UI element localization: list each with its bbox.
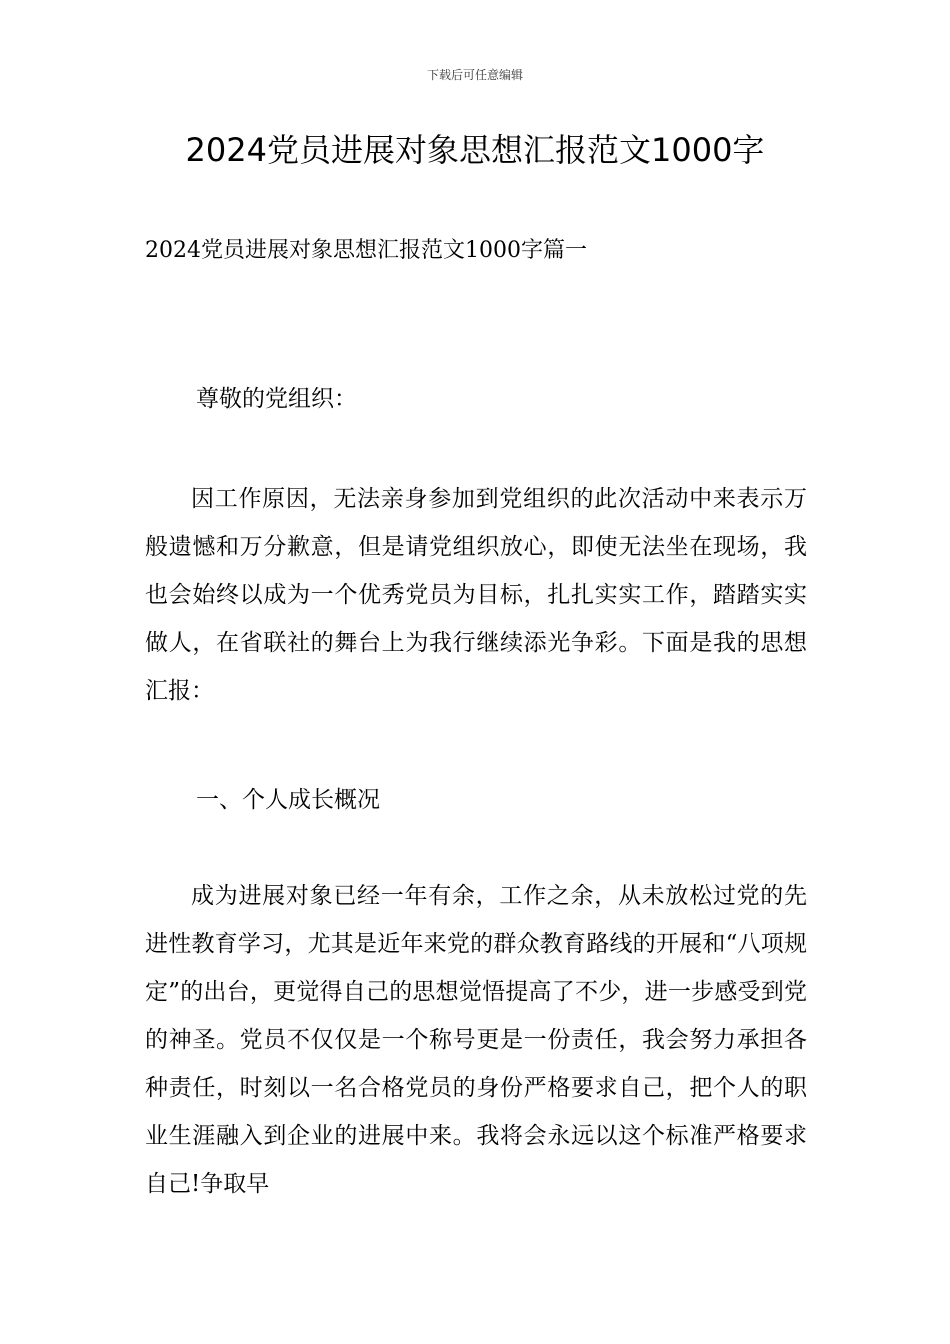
document-subtitle: 2024党员进展对象思想汇报范文1000字篇一 [145,238,587,263]
document-title: 2024党员进展对象思想汇报范文1000字 [185,131,765,169]
paragraph-growth: 成为进展对象已经一年有余，工作之余，从未放松过党的先进性教育学习，尤其是近年来党的群众教育路线的开展和“八项规定”的出台，更觉得自己的思想觉悟提高了不少，进一步感受到党的神圣。党员不仅仅是一个称号更是一份责任，我会努力承担各种责任，时刻以一名合格党员的身份严格要求自己，把个人的职业生涯融入到企业的进展中来。我将会永远以这个标准严格要求自己!争取早 [145,883,807,1197]
paragraph-intro: 因工作原因，无法亲身参加到党组织的此次活动中来表示万般遗憾和万分歉意，但是请党组织放心，即使无法坐在现场，我也会始终以成为一个优秀党员为目标，扎扎实实工作，踏踏实实做人，在省联社的舞台上为我行继续添光争彩。下面是我的思想汇报： [145,486,807,704]
header-note: 下载后可任意编辑 [426,68,523,82]
salutation: 尊敬的党组织： [196,386,357,412]
section-heading: 一、个人成长概况 [196,787,380,813]
